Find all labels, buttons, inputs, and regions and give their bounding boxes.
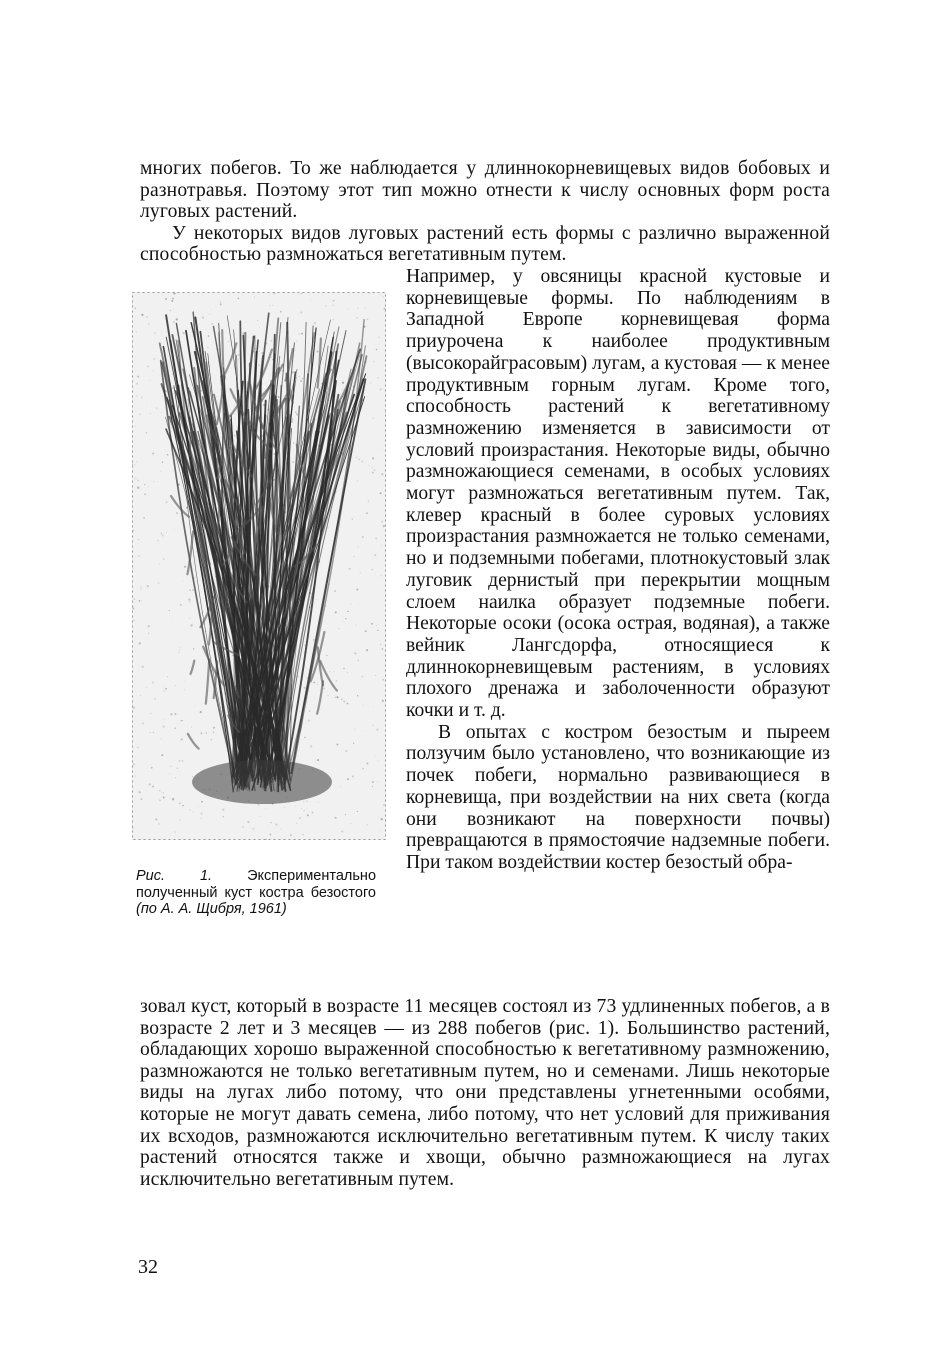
figure-caption-text: Экспериментально полученный куст костра безостого: [136, 868, 377, 901]
figure-label: Рис. 1.: [136, 868, 213, 884]
paragraph-fescue: Например, у овсяницы красной кустовые и корневищевые формы. По наблюдениям в Западной Европе корневищевая форма приурочена к наиболее продуктивным (высокорайграсовым) лугам, а кустовая — к менее продуктивным горным лугам. Кроме того, способность растений к вегетативному размножению изменяется в зависимости от условий произрастания. Некоторые виды, обычно размножающиеся семенами, в особых условиях могут размножаться вегетативным путем. Так, клевер красный в более суровых условиях произрастания размножается не только семенами, но и подземными побегами, плотнокустовый злак луговик дернистый при перекрытии мощным слоем наилка образует подземные побеги. Некоторые осоки (осока острая, водяная), а также вейник Лангсдорфа, относящиеся к длиннокорневищевым растениям, в условиях плохого дренажа и заболоченности образуют кочки и т. д.: [406, 266, 830, 722]
body-text-top: [140, 158, 830, 266]
figure-source: (по А. А. Щибря, 1961): [136, 901, 287, 917]
page-number: 32: [138, 1256, 158, 1278]
paragraph-continuation: многих побегов. То же наблюдается у длиннокорневищевых видов бобовых и разнотравья. Поэтому этот тип можно отнести к числу основных форм роста луговых растений.: [140, 158, 830, 223]
paragraph-continuation-bottom: зовал куст, который в возрасте 11 месяцев состоял из 73 удлиненных побегов, а в возрасте 2 лет и 3 месяцев — из 288 побегов (рис. 1). Большинство растений, обладающих хорошо выраженной способностью к вегетативному размножению, размножаются не только вегетативным путем, но и семенами. Лишь некоторые виды на лугах либо потому, что они представлены угнетенными особями, которые не могут давать семена, либо потому, что нет условий для приживания их всходов, размножаются исключительно вегетативным путем. К числу таких растений относятся также и хвощи, обычно размножающиеся на лугах исключительно вегетативным путем.: [140, 996, 830, 1190]
figure-plant-photo: [132, 292, 386, 840]
paragraph-experiments: В опытах с костром безостым и пыреем ползучим было установлено, что возникающие из почек побеги, нормально развивающиеся в корневища, при воздействии на них света (когда они возникают на поверхности почвы) превращаются в прямостоячие надземные побеги. При таком воздействии костер безостый обра-: [406, 721, 830, 873]
body-text-bottom: [140, 996, 830, 1190]
paragraph-intro: У некоторых видов луговых растений есть формы с различно выраженной способностью размножаться вегетативным путем.: [140, 222, 830, 266]
grass-bush-illustration: [132, 292, 386, 840]
body-text-wrapped: [406, 266, 830, 874]
figure-caption: [136, 868, 376, 918]
